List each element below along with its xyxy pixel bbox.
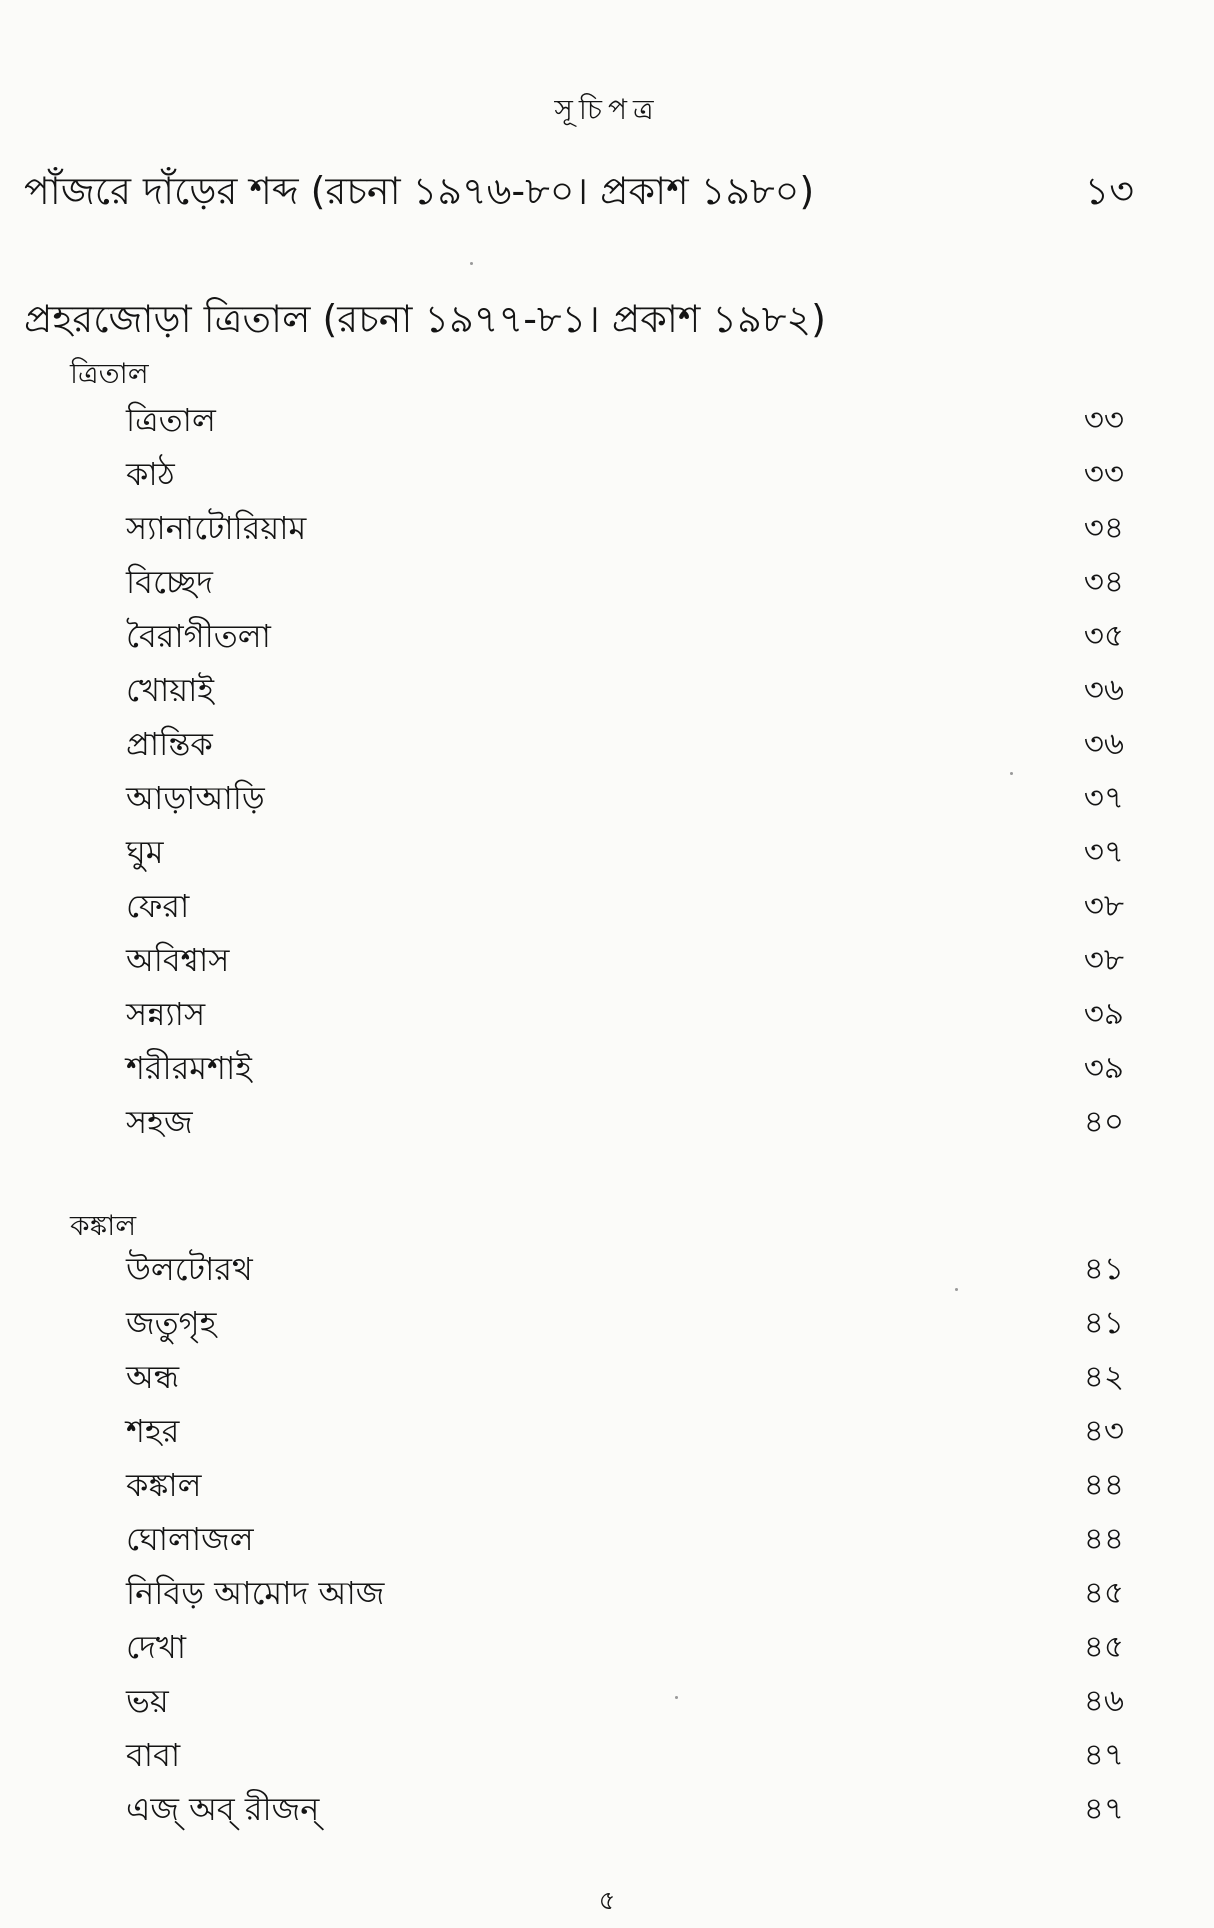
page-number: ৩৮ — [1083, 888, 1124, 924]
page-number: ৩৩ — [1083, 402, 1124, 438]
entry-title: কাঠ — [126, 455, 175, 493]
page-number: ৩৭ — [1083, 834, 1124, 870]
toc-entry — [126, 1352, 1124, 1406]
page-number: ৩৪ — [1083, 510, 1124, 546]
entry-title: অন্ধ — [126, 1358, 180, 1396]
page-number: ৪৩ — [1083, 1413, 1124, 1449]
section-heading: কঙ্কাল — [70, 1209, 137, 1242]
toc-entry — [126, 1043, 1124, 1097]
toc-entry — [126, 395, 1124, 449]
page-number: ৩৯ — [1083, 1050, 1124, 1086]
toc-entry — [126, 881, 1124, 935]
entry-title: বাবা — [126, 1736, 181, 1774]
toc-entry — [126, 1784, 1124, 1838]
entry-title: সন্ন্যাস — [126, 995, 206, 1033]
page-number: ৪২ — [1083, 1359, 1124, 1395]
entry-title: নিবিড় আমোদ আজ — [126, 1574, 385, 1612]
page-number: ৩৯ — [1083, 996, 1124, 1032]
entry-title: বৈরাগীতলা — [126, 617, 271, 655]
entry-title: ত্রিতাল — [126, 401, 216, 439]
page-number: ৪৬ — [1083, 1683, 1124, 1719]
toc-entry — [126, 1244, 1124, 1298]
entry-title: কঙ্কাল — [126, 1466, 202, 1504]
page-number: ৩৭ — [1083, 780, 1124, 816]
entry-title: ঘুম — [126, 833, 164, 871]
entry-title: অবিশ্বাস — [126, 941, 230, 979]
book-title: প্রহরজোড়া ত্রিতাল (রচনা ১৯৭৭-৮১। প্রকাশ ১৯৮২) — [24, 297, 826, 341]
entry-title: খোয়াই — [126, 671, 215, 709]
page-number: ৪১ — [1083, 1305, 1124, 1341]
page-number: ১৩ — [1084, 169, 1134, 213]
entry-title: আড়াআড়ি — [126, 779, 265, 817]
entry-title: শহর — [126, 1412, 180, 1450]
entry-title: উলটোরথ — [126, 1250, 253, 1288]
toc-entry — [126, 719, 1124, 773]
page-number: ৪৭ — [1083, 1737, 1124, 1773]
page-number: ৪৫ — [1083, 1629, 1124, 1665]
page-number: ৩৫ — [1083, 618, 1124, 654]
book-title-row — [24, 162, 1134, 226]
entry-title: বিচ্ছেদ — [126, 563, 213, 601]
scan-speck — [675, 1696, 678, 1699]
page-number: ৪০ — [1083, 1104, 1124, 1140]
toc-entry — [126, 503, 1124, 557]
page-number: ৪৫ — [1083, 1575, 1124, 1611]
page-number: ৪৪ — [1083, 1467, 1124, 1503]
scan-speck — [1010, 772, 1013, 775]
toc-entry — [126, 557, 1124, 611]
toc-entry — [126, 449, 1124, 503]
entry-title: স্যানাটোরিয়াম — [126, 509, 307, 547]
page-number: ৩৩ — [1083, 456, 1124, 492]
toc-entry — [126, 1676, 1124, 1730]
entry-title: প্রান্তিক — [126, 725, 213, 763]
toc-entry — [126, 665, 1124, 719]
scan-speck — [470, 262, 473, 265]
scan-speck — [955, 1288, 958, 1291]
toc-entry — [126, 827, 1124, 881]
entry-title: সহজ — [126, 1103, 193, 1141]
page-number: ৩৮ — [1083, 942, 1124, 978]
toc-entry — [126, 935, 1124, 989]
toc-entry — [126, 773, 1124, 827]
entry-title: ভয় — [126, 1682, 169, 1720]
toc-entry — [126, 1460, 1124, 1514]
entry-title: জতুগৃহ — [126, 1304, 217, 1342]
toc-entry — [126, 1622, 1124, 1676]
page-number: ৪৪ — [1083, 1521, 1124, 1557]
toc-entry — [126, 1730, 1124, 1784]
toc-entry — [126, 989, 1124, 1043]
book-title-row — [24, 290, 1134, 354]
page-number: ৪১ — [1083, 1251, 1124, 1287]
entry-title: শরীরমশাই — [126, 1049, 252, 1087]
toc-entry — [126, 1568, 1124, 1622]
book-title: পাঁজরে দাঁড়ের শব্দ (রচনা ১৯৭৬-৮০। প্রকাশ ১৯৮০) — [24, 169, 815, 213]
running-head: সূচিপত্র — [554, 93, 660, 126]
entry-title: ঘোলাজল — [126, 1520, 254, 1558]
page-folio: ৫ — [598, 1886, 616, 1916]
entry-title: এজ্ অব্ রীজন্ — [126, 1790, 320, 1828]
page-number: ৪৭ — [1083, 1791, 1124, 1827]
entry-title: ফেরা — [126, 887, 190, 925]
toc-entry — [126, 1406, 1124, 1460]
toc-entry — [126, 1298, 1124, 1352]
section-heading: ত্রিতাল — [70, 357, 149, 390]
entry-title: দেখা — [126, 1628, 187, 1666]
toc-entry — [126, 1097, 1124, 1151]
page-number: ৩৬ — [1083, 726, 1124, 762]
page-number: ৩৬ — [1083, 672, 1124, 708]
toc-entry — [126, 611, 1124, 665]
toc-entry — [126, 1514, 1124, 1568]
page-number: ৩৪ — [1083, 564, 1124, 600]
